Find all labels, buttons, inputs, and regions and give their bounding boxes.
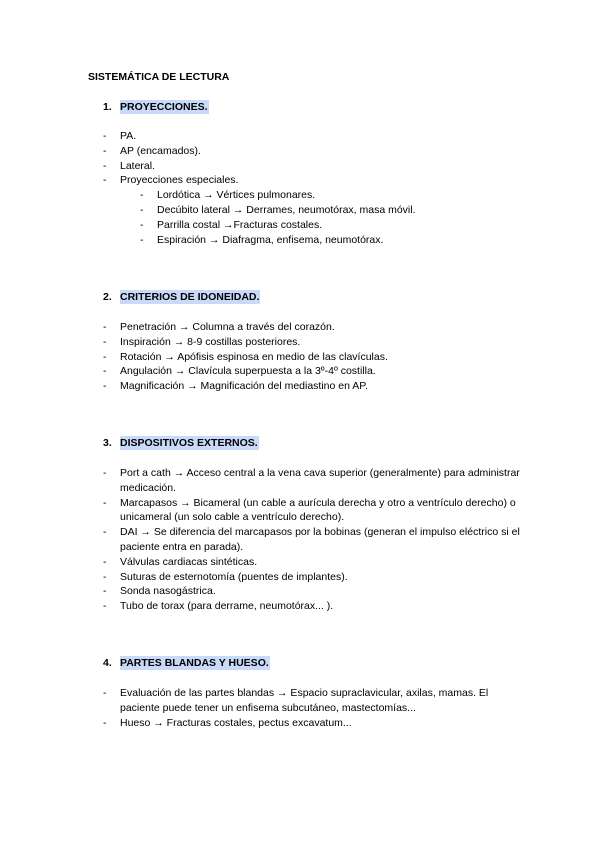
sublist-item [103, 188, 416, 203]
document-title: SISTEMÁTICA DE LECTURA [88, 71, 230, 83]
list-item [103, 716, 520, 731]
list-item [103, 144, 416, 159]
bullet-dash: - [103, 130, 107, 142]
section-number: 3. [103, 437, 112, 449]
list-item-text: Tubo de torax (para derrame, neumotórax... ). [120, 600, 334, 613]
bullet-dash: - [103, 380, 107, 393]
list-item-text: Port a cath → Acceso central a la vena cava superior (generalmente) para administrar medicación. [120, 467, 520, 494]
list-item-text: Penetración → Columna a través del corazón. [120, 321, 335, 333]
section-heading-criterios [103, 291, 260, 303]
section-number: 1. [103, 101, 112, 113]
list-item-text: Hueso → Fracturas costales, pectus excavatum... [120, 716, 352, 729]
list-item [103, 320, 388, 335]
bullet-dash: - [103, 335, 107, 348]
bullet-dash: - [140, 203, 144, 216]
bullet-dash: - [140, 233, 144, 246]
dispositivos-list [103, 466, 520, 614]
bullet-dash: - [103, 350, 107, 363]
list-item [103, 335, 388, 350]
bullet-dash: - [103, 174, 107, 187]
list-item-text: AP (encamados). [120, 144, 201, 157]
list-item [103, 159, 416, 174]
list-item-text: Lateral. [120, 159, 156, 172]
section-heading-dispositivos [103, 437, 259, 449]
list-item [103, 364, 388, 379]
bullet-dash: - [103, 321, 107, 333]
list-item-text: PA. [120, 130, 137, 142]
list-item-text: Angulación → Clavícula superpuesta a la 3º-4º costilla. [120, 365, 376, 378]
list-item [103, 129, 416, 144]
list-item-text: Suturas de esternotomía (puentes de implantes). [120, 570, 348, 583]
list-item [103, 379, 388, 394]
bullet-dash: - [103, 526, 107, 539]
bullet-dash: - [140, 218, 144, 231]
list-item [103, 466, 520, 496]
list-item-text: Rotación → Apófisis espinosa en medio de las clavículas. [120, 350, 388, 363]
list-item-text: Proyecciones especiales. [120, 174, 239, 187]
list-item [103, 525, 520, 555]
bullet-dash: - [103, 365, 107, 378]
list-item [103, 173, 416, 188]
bullet-dash: - [140, 189, 144, 202]
bullet-dash: - [103, 496, 107, 509]
list-item [103, 350, 388, 365]
bullet-dash: - [103, 144, 107, 157]
list-item-text: Espiración → Diafragma, enfisema, neumotórax. [157, 233, 384, 246]
proyecciones-especiales-sublist [103, 188, 416, 247]
list-item [103, 686, 520, 716]
list-item-text: Magnificación → Magnificación del mediastino en AP. [120, 380, 368, 393]
bullet-dash: - [103, 467, 107, 479]
proyecciones-list [103, 129, 416, 247]
section-heading-partes-blandas [103, 657, 270, 669]
sublist-item [103, 218, 416, 233]
list-item [103, 599, 520, 614]
list-item-text: Lordótica → Vértices pulmonares. [157, 189, 316, 202]
list-item-text: Decúbito lateral → Derrames, neumotórax, masa móvil. [157, 203, 416, 216]
section-number: 2. [103, 291, 112, 303]
section-number: 4. [103, 657, 112, 669]
list-item-text: Sonda nasogástrica. [120, 585, 216, 598]
partes-blandas-list [103, 686, 520, 730]
list-item-text: Marcapasos → Bicameral (un cable a aurícula derecha y otro a ventrículo derecho) o unicameral (un solo cable a ventrículo derecho). [120, 496, 516, 524]
list-item [103, 555, 520, 570]
criterios-list [103, 320, 388, 394]
list-item [103, 570, 520, 585]
list-item [103, 584, 520, 599]
bullet-dash: - [103, 716, 107, 729]
list-item-text: DAI → Se diferencia del marcapasos por la bobinas (generan el impulso eléctrico si el paciente entra en parada). [120, 526, 520, 553]
sublist-container [103, 188, 416, 247]
bullet-dash: - [103, 687, 107, 699]
bullet-dash: - [103, 585, 107, 598]
bullet-dash: - [103, 555, 107, 568]
bullet-dash: - [103, 600, 107, 613]
section-title: CRITERIOS DE IDONEIDAD. [120, 291, 260, 303]
bullet-dash: - [103, 570, 107, 583]
section-title: PROYECCIONES. [120, 101, 208, 113]
list-item-text: Válvulas cardiacas sintéticas. [120, 555, 258, 568]
sublist-item [103, 233, 416, 248]
section-title: DISPOSITIVOS EXTERNOS. [120, 437, 258, 449]
section-heading-proyecciones [103, 101, 209, 113]
section-title: PARTES BLANDAS Y HUESO. [120, 657, 269, 669]
sublist-item [103, 203, 416, 218]
list-item-text: Inspiración → 8-9 costillas posteriores. [120, 335, 301, 348]
bullet-dash: - [103, 159, 107, 172]
list-item-text: Evaluación de las partes blandas → Espacio supraclavicular, axilas, mamas. El paciente puede tener un enfisema subcutáneo, mastectomías... [120, 687, 489, 714]
list-item [103, 496, 520, 526]
list-item-text: Parrilla costal →Fracturas costales. [157, 218, 323, 231]
